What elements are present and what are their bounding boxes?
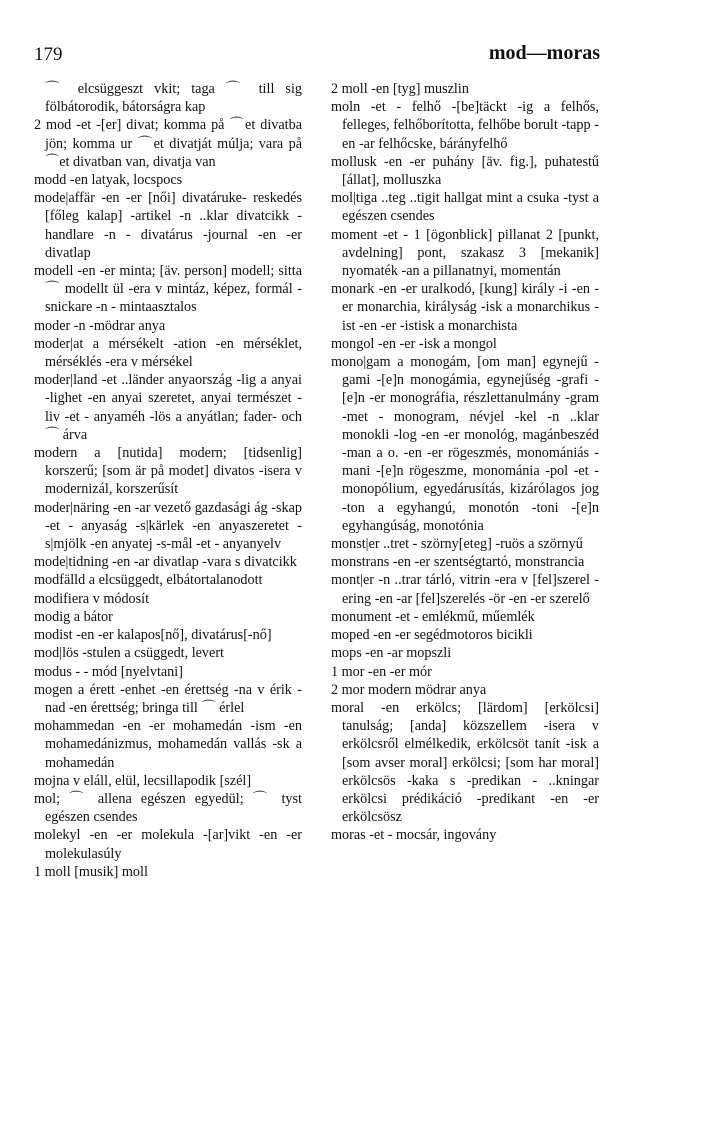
dictionary-entry: mol|tiga ..teg ..tigit hallgat mint a csuka -tyst a egészen csendes [331,190,599,225]
dictionary-entry: molekyl -en -er molekula -[ar]vikt -en -er molekulasúly [34,827,302,862]
dictionary-entry: mohammedan -en -er mohamedán -ism -en mohamedánizmus, mohamedán vallás -sk a mohamedán [34,718,302,771]
dictionary-entry: modifiera v módosít [34,590,150,607]
dictionary-entry: moder|land -et ..länder anyaország -lig a anyai -lighet -en anyai szeretet, anyai természet -liv -et - anyaméh -lös a anyátlan; fader- och ⌒ árva [34,372,302,443]
dictionary-entry: monument -et - emlékmű, műemlék [331,608,535,625]
dictionary-entry: modig a bátor [34,608,113,625]
dictionary-entry: 1 mor -en -er mór [331,663,432,680]
dictionary-entry: modern a [nutida] modern; [tidsenlig] korszerű; [som är på modet] divatos -isera v modernizál, korszerűsít [34,445,302,498]
right-column [331,80,599,845]
dictionary-entry: modist -en -er kalapos[nő], divatárus[-nő] [34,627,272,644]
dictionary-entry: mojna v eláll, elül, lecsillapodik [szél] [34,772,252,789]
dictionary-entry: mops -en -ar mopszli [331,645,452,662]
dictionary-entry: monstrans -en -er szentségtartó, monstrancia [331,554,585,571]
dictionary-entry: moder|at a mérsékelt -ation -en mérséklet, mérséklés -era v mérsékel [34,335,302,371]
page-number: 179 [34,44,63,65]
dictionary-entry: mono|gam a monogám, [om man] egynejű -gami -[e]n monogámia, egynejűség -grafi -[e]n -er monográfia, részlettanulmány -gram -met - monogram, névjel -kel -n ..klar monokli -log -en -er monológ, magánbeszéd -man a o. -en -er rögeszmés, monomániás -mani -[e]n rögeszme, monománia -pol -et - monopólium, egyedárusítás, kizárólagos jog -ton a egyhangú, monotón -toni -[e]n egyhangúság, monotónia [331,354,599,534]
dictionary-entry: 2 moll -en [tyg] muszlin [331,81,469,97]
dictionary-entry: modell -en -er minta; [äv. person] modell; sitta ⌒ modellt ül -era v mintáz, képez, formál -snickare -n - mintaasztalos [34,263,302,316]
dictionary-entry: moment -et - 1 [ögonblick] pillanat 2 [punkt, avdelning] pont, szakasz 3 [mekanik] nyomaték -an a pillanatnyi, momentán [331,226,599,280]
dictionary-entry: mol; ⌒ allena egészen egyedül; ⌒ tyst egészen csendes [34,790,302,826]
dictionary-entry: mongol -en -er -isk a mongol [331,335,497,352]
dictionary-entry: moder -n -mödrar anya [34,317,166,334]
dictionary-entry: modd -en latyak, locspocs [34,172,183,189]
dictionary-entry: mollusk -en -er puhány [äv. fig.], puhatestű [állat], molluszka [331,153,599,189]
dictionary-entry: moral -en erkölcs; [lärdom] [erkölcsi] tanulság; [anda] közszellem -isera v erkölcsről elmélkedik, erkölcsöt tanít -isk a [som avser moral] erkölcsi; [som har moral] erkölcsös -kaka s -predikan - ..kningar erkölcsi prédikáció -predikant -en -er erkölcsösz [331,699,599,826]
dictionary-entry: ⌒ elcsüggeszt vkit; taga ⌒ till sig fölbátorodik, bátorságra kap [45,81,302,116]
dictionary-entry: 1 moll [musik] moll [34,863,148,880]
dictionary-entry: modus - - mód [nyelvtani] [34,663,183,680]
dictionary-entry: moder|näring -en -ar vezető gazdasági ág -skap -et - anyaság -s|kärlek -en anyaszeretet -s|mjölk -en anyatej -s-mål -et - anyanyelv [34,499,302,553]
dictionary-entry: mod|lös -stulen a csüggedt, levert [34,645,224,662]
dictionary-entry: mode|affär -en -er [női] divatáruke- reskedés [főleg kalap] -artikel -n ..klar divatcikk -handlare -n - divatárus -journal -en -er divatlap [34,190,302,261]
dictionary-entry: modfälld a elcsüggedt, elbátortalanodott [34,572,263,589]
dictionary-entry: mode|tidning -en -ar divatlap -vara s divatcikk [34,554,297,571]
dictionary-entry: moped -en -er segédmotoros bicikli [331,627,533,644]
left-column [34,80,302,881]
dictionary-entry: monark -en -er uralkodó, [kung] király -i -en -er monarchia, királyság -isk a monarchikus -ist -en -er -istisk a monarchista [331,281,599,334]
dictionary-entry: mogen a érett -enhet -en érettség -na v érik -nad -en érettség; bringa till ⌒ érlel [34,681,302,716]
dictionary-entry: 2 mor modern mödrar anya [331,681,487,698]
dictionary-entry: moln -et - felhő -[be]täckt -ig a felhős, felleges, felhőborította, felhőbe borult -tapp -en -ar felhőcske, bárányfelhő [331,99,599,152]
dictionary-entry: 2 mod -et -[er] divat; komma på ⌒et divatba jön; komma ur ⌒et divatját múlja; vara på ⌒et divatban van, divatja van [34,117,302,170]
dictionary-entry: mont|er -n ..trar tárló, vitrin -era v [fel]szerel -ering -en -ar [fel]szerelés -ör -en -er szerelő [331,572,599,607]
running-head: mod—moras [488,42,600,64]
dictionary-entry: monst|er ..tret - szörny[eteg] -ruös a szörnyű [331,536,583,553]
dictionary-entry: moras -et - mocsár, ingovány [331,827,497,844]
